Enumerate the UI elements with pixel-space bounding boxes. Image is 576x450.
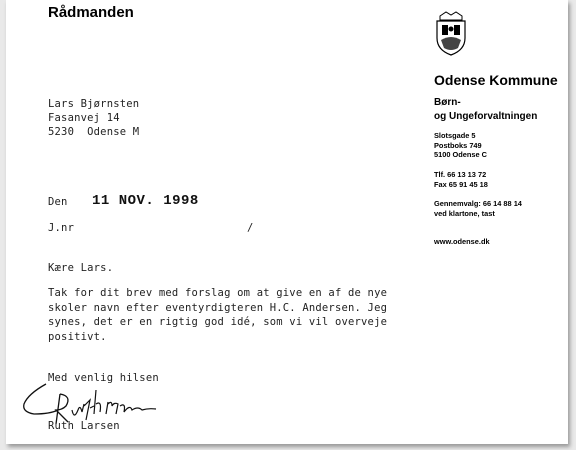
reference-label: J.nr xyxy=(48,222,75,234)
direct-dial xyxy=(434,199,564,218)
recipient-street: Fasanvej 14 xyxy=(48,112,120,124)
address-line: Postboks 749 xyxy=(434,140,482,150)
website-link[interactable]: www.odense.dk xyxy=(434,237,490,246)
organization-name: Odense Kommune xyxy=(434,72,558,88)
recipient-name: Lars Bjørnsten xyxy=(48,98,140,110)
department-line-2: og Ungeforvaltningen xyxy=(434,111,538,122)
address-line: 5100 Odense C xyxy=(434,150,487,159)
direct-dial-note: ved klartone, tast xyxy=(434,208,495,218)
closing: Med venlig hilsen xyxy=(48,372,159,384)
body-line: synes, det er en rigtig god idé, som vi vil overveje xyxy=(48,316,388,328)
phone-number: Tlf. 66 13 13 72 xyxy=(434,170,487,179)
direct-dial-number: Gennemvalg: 66 14 88 14 xyxy=(434,199,522,208)
date-label: Den xyxy=(48,196,68,208)
coat-of-arms-icon xyxy=(432,10,470,56)
department-line-1: Børn- xyxy=(434,97,461,108)
date-stamp: 11 NOV. 1998 xyxy=(92,193,199,209)
letter-body xyxy=(48,286,387,344)
contact-numbers xyxy=(434,170,564,189)
reference-separator: / xyxy=(247,222,254,234)
body-line: Tak for dit brev med forslag om at give en af de nye xyxy=(48,287,388,299)
body-line: positivt. xyxy=(48,330,107,343)
address-line: Slotsgade 5 xyxy=(434,131,476,140)
letter-heading: Rådmanden xyxy=(48,4,134,21)
salutation: Kære Lars. xyxy=(48,262,114,274)
signer-name: Ruth Larsen xyxy=(48,420,120,432)
recipient-address xyxy=(48,97,139,139)
recipient-city: 5230 Odense M xyxy=(48,126,140,138)
fax-number: Fax 65 91 45 18 xyxy=(434,179,488,189)
office-address xyxy=(434,131,564,160)
department-name xyxy=(434,96,564,124)
letter-page xyxy=(6,0,568,444)
body-line: skoler navn efter eventyrdigteren H.C. Andersen. Jeg xyxy=(48,301,388,314)
